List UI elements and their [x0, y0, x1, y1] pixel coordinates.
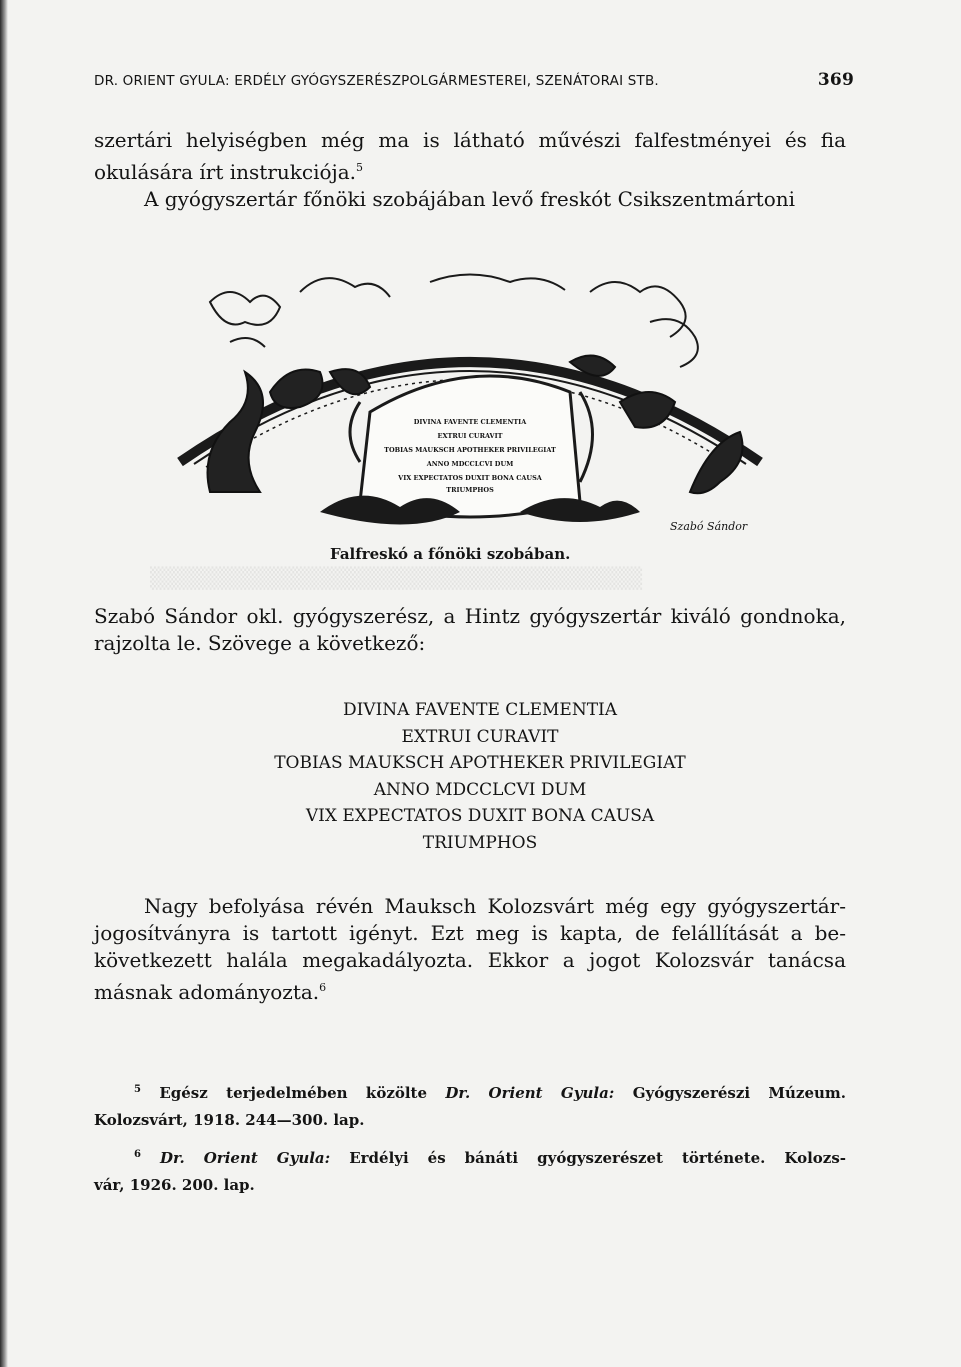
page-number: 369: [817, 70, 854, 90]
text-line: Szabó Sándor okl. gyógyszerész, a Hintz gyógyszertár kiváló gondnoka,: [94, 604, 846, 628]
inscription-line: VIX EXPECTATOS DUXIT BONA CAUSA: [305, 806, 655, 826]
inscription-line: DIVINA FAVENTE CLEMENTIA: [342, 700, 618, 720]
inscription-mini-line: ANNO MDCCLCVI DUM: [426, 460, 514, 468]
footnote-line: Kolozsvárt, 1918. 244—300. lap.: [94, 1111, 365, 1129]
intro-paragraph: [94, 127, 846, 213]
inscription-mini-line: TRIUMPHOS: [446, 486, 494, 494]
text-line: szertári helyiségben még ma is látható művészi falfestményei és fia: [94, 128, 846, 152]
running-header: [94, 70, 854, 95]
footnote-line: vár, 1926. 200. lap.: [94, 1176, 255, 1194]
text-line: rajzolta le. Szövege a következő:: [94, 631, 426, 655]
footnote-line: $^6$ Dr. Orient Gyula: Erdélyi és bánáti gyógyszerészet története. Kolozs-: [134, 1149, 846, 1167]
inscription-mini-line: EXTRUI CURAVIT: [437, 432, 503, 440]
fresco-illustration: [170, 262, 770, 562]
inscription-text: [160, 697, 800, 856]
footnote-line: $^5$ Egész terjedelmében közölte Dr. Orient Gyula: Gyógyszerészi Múzeum.: [134, 1084, 846, 1102]
text-line: Nagy befolyása révén Mauksch Kolozsvárt még egy gyógyszertár-: [144, 894, 846, 918]
footnote-5: [94, 1076, 846, 1134]
text-line: jogosítványra is tartott igényt. Ezt meg is kapta, de felállítását a be-: [94, 921, 846, 945]
artist-signature: Szabó Sándor: [670, 520, 748, 533]
text-line: okulására írt instrukciója.$^5$: [94, 160, 364, 184]
inscription-mini-line: TOBIAS MAUKSCH APOTHEKER PRIVILEGIAT: [384, 446, 556, 454]
footnote-ref: 6: [319, 981, 327, 994]
inscription-mini-line: VIX EXPECTATOS DUXIT BONA CAUSA: [398, 474, 542, 482]
footnote-ref: 5: [356, 161, 364, 174]
inscription-line: EXTRUI CURAVIT: [401, 726, 559, 747]
text-line: következett halála megakadályozta. Ekkor a jogot Kolozsvár tanácsa: [94, 948, 846, 972]
inscription-line: TOBIAS MAUKSCH APOTHEKER PRIVILEGIAT: [274, 753, 686, 773]
text-line: A gyógyszertár főnöki szobájában levő freskót Csikszentmártoni: [144, 187, 796, 211]
bleed-through: ▒▒▒▒▒▒▒▒▒▒▒▒▒▒▒▒▒▒▒▒▒▒▒▒▒▒▒▒▒▒▒▒: [150, 566, 643, 590]
inscription-line: ANNO MDCCLCVI DUM: [373, 779, 587, 800]
inscription-mini-line: DIVINA FAVENTE CLEMENTIA: [413, 418, 527, 426]
inscription-line: TRIUMPHOS: [422, 832, 538, 853]
figure-caption: Falfreskó a főnöki szobában.: [330, 545, 571, 563]
running-title: DR. ORIENT GYULA: ERDÉLY GYÓGYSZERÉSZPOLGÁRMESTEREI, SZENÁTORAI STB.: [94, 73, 659, 89]
cloud-swirls: [210, 275, 698, 368]
closing-paragraph: [94, 893, 846, 1006]
after-figure-paragraph: [94, 603, 846, 657]
scan-edge: [0, 0, 8, 1367]
text-line: másnak adományozta.$^6$: [94, 980, 327, 1004]
footnote-6: [94, 1141, 846, 1199]
